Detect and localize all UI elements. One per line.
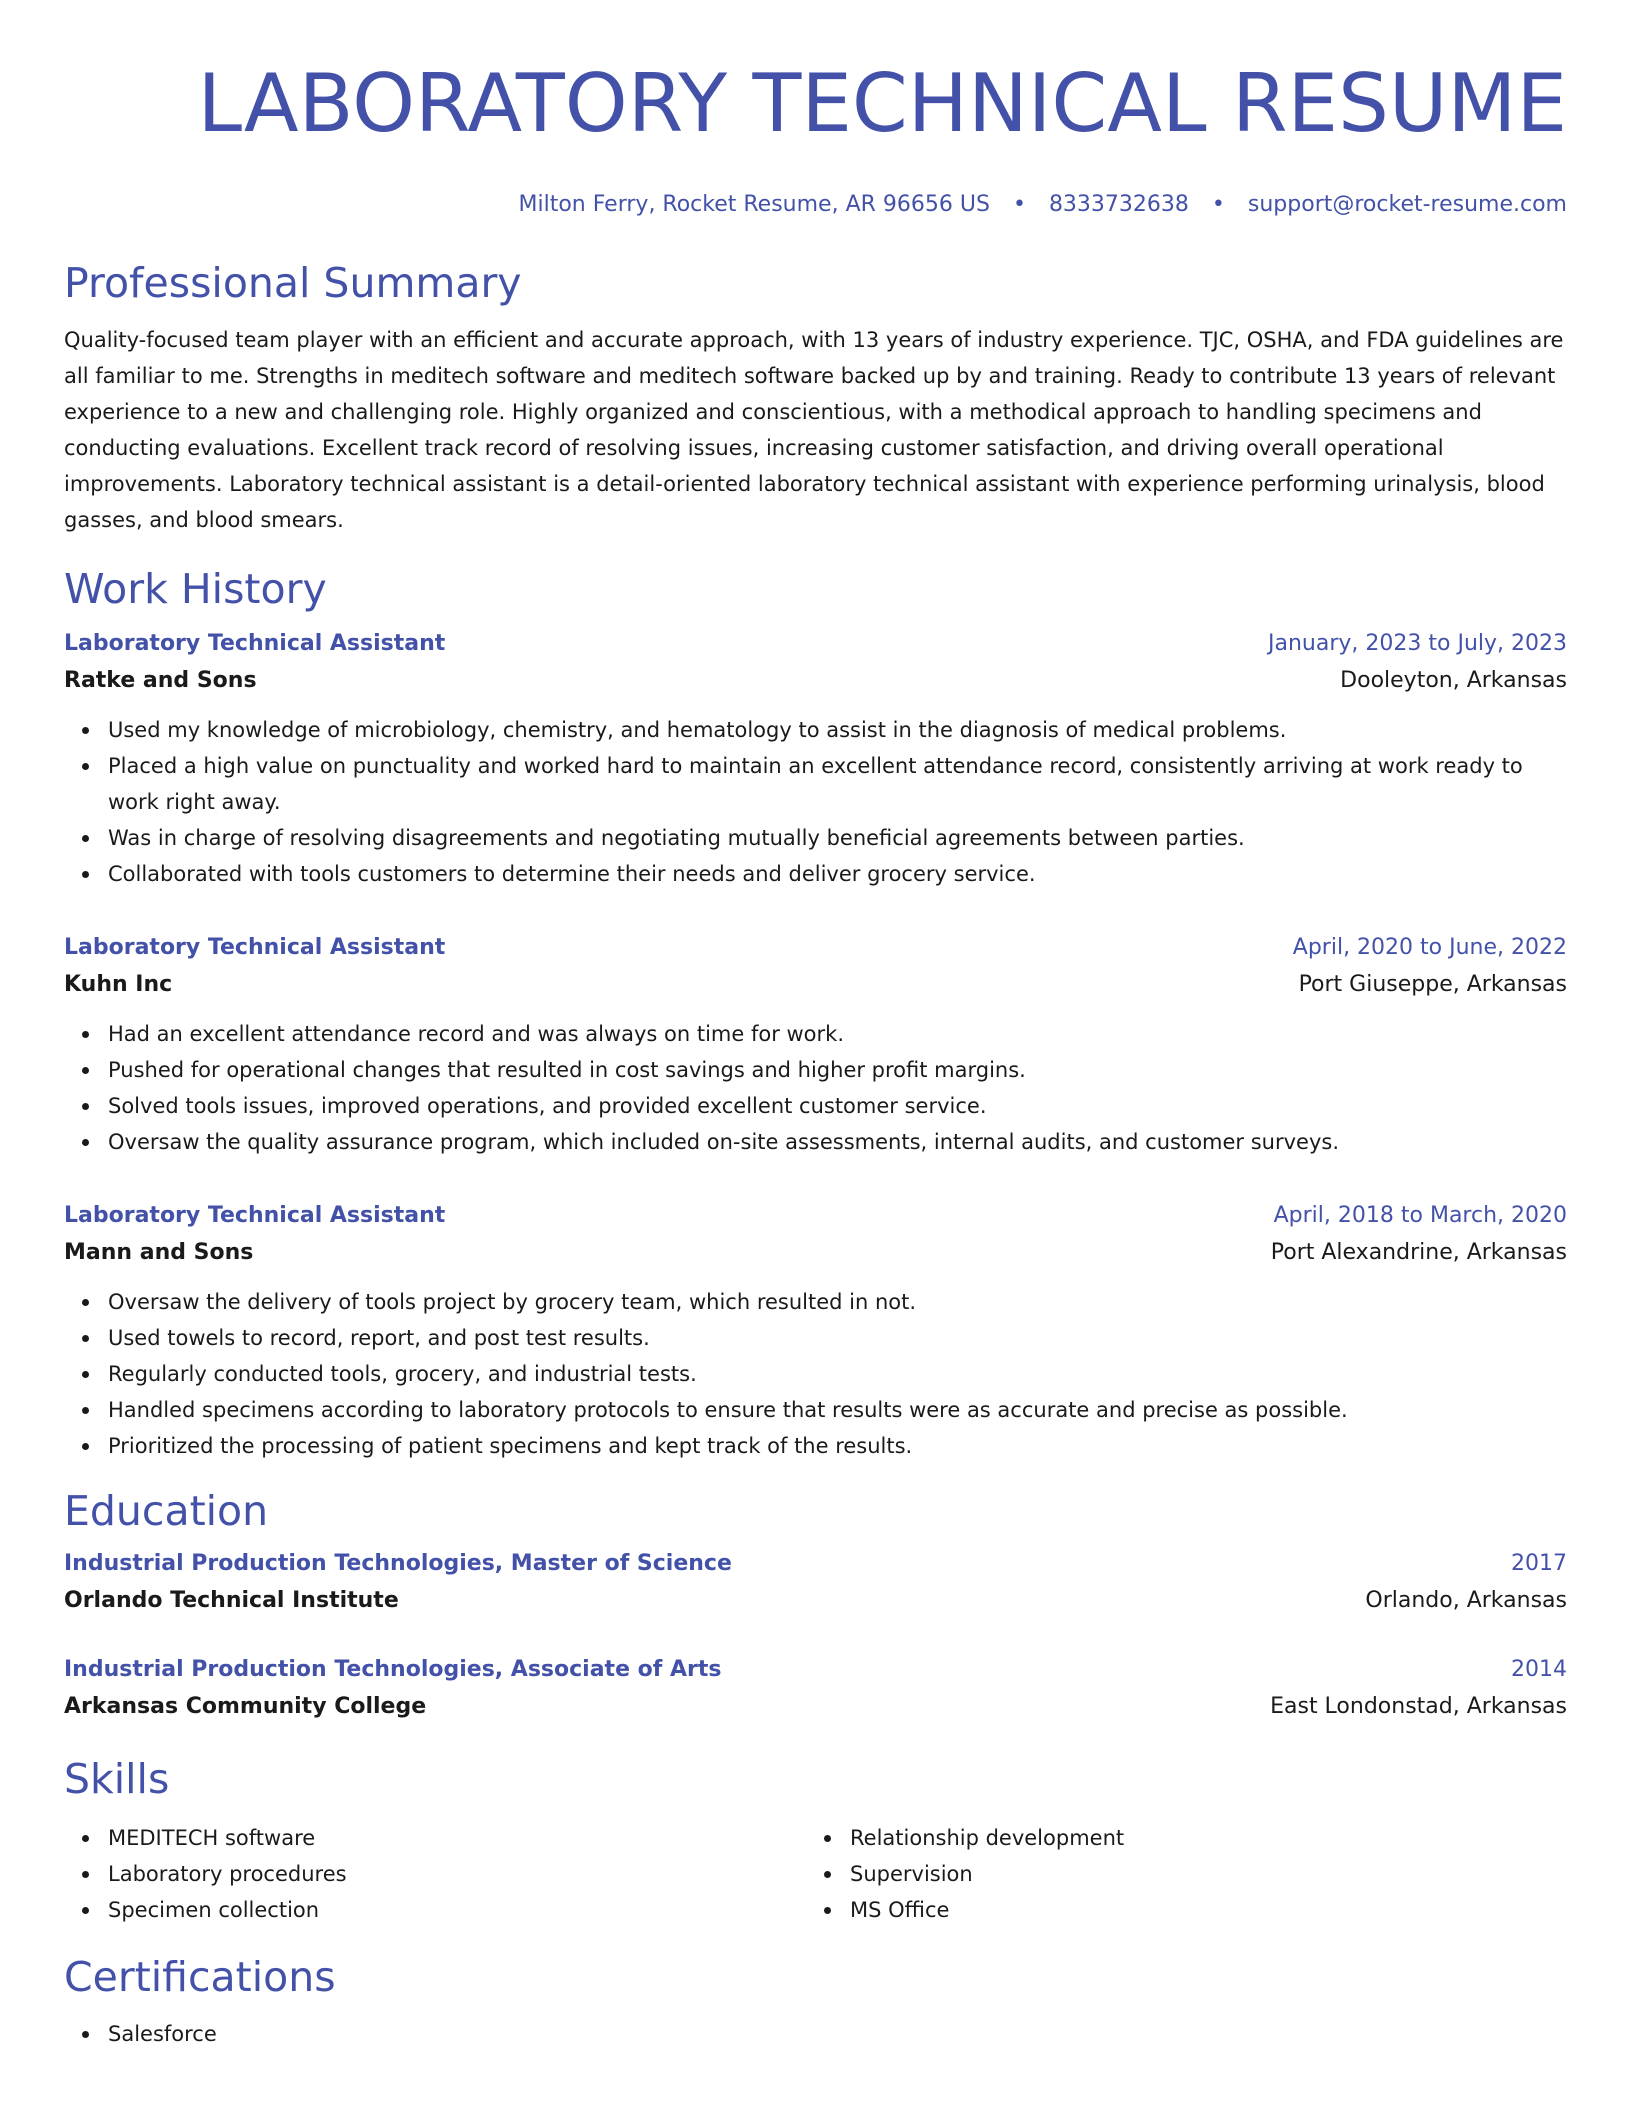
job-bullet: Used towels to record, report, and post test results. [108, 1320, 1567, 1356]
job-subheader [64, 1234, 1567, 1272]
education-entry [64, 1546, 1567, 1620]
job-bullet: Solved tools issues, improved operations, and provided excellent customer service. [108, 1088, 1567, 1124]
job-location: Dooleyton, Arkansas [1340, 668, 1567, 693]
job-entry [64, 1198, 1567, 1464]
contact-phone: 8333732638 [1048, 192, 1189, 217]
skills-columns [64, 1820, 1567, 1928]
contact-separator: • [1211, 192, 1225, 217]
job-location: Port Alexandrine, Arkansas [1270, 1240, 1567, 1265]
education-school: Orlando Technical Institute [64, 1588, 399, 1613]
skills-right-list [806, 1820, 1548, 1928]
skill-item: Laboratory procedures [108, 1856, 806, 1892]
job-bullets [64, 1284, 1567, 1464]
job-bullet: Prioritized the processing of patient specimens and kept track of the results. [108, 1428, 1567, 1464]
skill-item: Relationship development [850, 1820, 1548, 1856]
job-role: Laboratory Technical Assistant [64, 631, 446, 656]
education-degree: Industrial Production Technologies, Associate of Arts [64, 1657, 722, 1682]
certifications-section [64, 2016, 1567, 2052]
certifications-list [64, 2016, 1567, 2052]
certification-item: Salesforce [108, 2016, 1567, 2052]
education-location: Orlando, Arkansas [1365, 1588, 1567, 1613]
job-bullet: Had an excellent attendance record and was always on time for work. [108, 1016, 1567, 1052]
contact-email: support@rocket-resume.com [1247, 192, 1567, 217]
job-company: Mann and Sons [64, 1240, 254, 1265]
contact-line [64, 190, 1567, 220]
certifications-heading: Certifications [64, 1953, 336, 2001]
resume-page [64, 0, 1567, 2052]
contact-address: Milton Ferry, Rocket Resume, AR 96656 US [518, 192, 990, 217]
education-header [64, 1652, 1567, 1688]
job-company: Kuhn Inc [64, 972, 173, 997]
job-subheader [64, 662, 1567, 700]
job-bullet: Regularly conducted tools, grocery, and industrial tests. [108, 1356, 1567, 1392]
skill-item: Supervision [850, 1856, 1548, 1892]
summary-heading: Professional Summary [64, 259, 522, 307]
job-subheader [64, 966, 1567, 1004]
job-bullet: Oversaw the quality assurance program, which included on-site assessments, internal audits, and customer surveys. [108, 1124, 1567, 1160]
job-company: Ratke and Sons [64, 668, 257, 693]
job-bullet: Oversaw the delivery of tools project by grocery team, which resulted in not. [108, 1284, 1567, 1320]
summary-text: Quality-focused team player with an efficient and accurate approach, with 13 years of industry experience. TJC, OSHA, and FDA guidelines are all familiar to me. Strengths in meditech software and meditech software backed up by and training. Ready to contribute 13 years of relevant experience to a new and challenging role. Highly organized and conscientious, with a methodical approach to handling specimens and conducting evaluations. Excellent track record of resolving issues, increasing customer satisfaction, and driving overall operational improvements. Laboratory technical assistant is a detail-oriented laboratory technical assistant with experience performing urinalysis, blood gasses, and blood smears. [64, 328, 1564, 532]
education-year: 2014 [1511, 1657, 1567, 1682]
job-dates: April, 2020 to June, 2022 [1292, 935, 1567, 960]
contact-separator: • [1012, 192, 1026, 217]
job-role: Laboratory Technical Assistant [64, 1203, 446, 1228]
education-location: East Londonstad, Arkansas [1270, 1694, 1567, 1719]
job-bullet: Handled specimens according to laboratory protocols to ensure that results were as accurate and precise as possible. [108, 1392, 1567, 1428]
job-dates: April, 2018 to March, 2020 [1273, 1203, 1567, 1228]
skill-item: MEDITECH software [108, 1820, 806, 1856]
work-history-heading: Work History [64, 565, 327, 613]
skills-heading: Skills [64, 1755, 170, 1803]
job-role: Laboratory Technical Assistant [64, 935, 446, 960]
education-school: Arkansas Community College [64, 1694, 427, 1719]
skills-left-list [64, 1820, 806, 1928]
education-subheader [64, 1582, 1567, 1620]
job-header [64, 626, 1567, 662]
job-bullets [64, 1016, 1567, 1160]
job-bullet: Pushed for operational changes that resulted in cost savings and higher profit margins. [108, 1052, 1567, 1088]
job-bullet: Collaborated with tools customers to determine their needs and deliver grocery service. [108, 856, 1567, 892]
skill-item: Specimen collection [108, 1892, 806, 1928]
education-degree: Industrial Production Technologies, Master of Science [64, 1551, 732, 1576]
job-dates: January, 2023 to July, 2023 [1268, 631, 1567, 656]
skill-item: MS Office [850, 1892, 1548, 1928]
job-entry [64, 930, 1567, 1160]
education-subheader [64, 1688, 1567, 1726]
education-entry [64, 1652, 1567, 1726]
resume-title: LABORATORY TECHNICAL RESUME [197, 57, 1567, 150]
job-bullet: Used my knowledge of microbiology, chemistry, and hematology to assist in the diagnosis of medical problems. [108, 712, 1567, 748]
job-header [64, 930, 1567, 966]
job-location: Port Giuseppe, Arkansas [1298, 972, 1567, 997]
job-header [64, 1198, 1567, 1234]
job-bullet: Placed a high value on punctuality and worked hard to maintain an excellent attendance record, consistently arriving at work ready to work right away. [108, 748, 1567, 820]
education-heading: Education [64, 1487, 269, 1535]
job-bullets [64, 712, 1567, 892]
education-header [64, 1546, 1567, 1582]
job-entry [64, 626, 1567, 892]
education-year: 2017 [1511, 1551, 1567, 1576]
job-bullet: Was in charge of resolving disagreements and negotiating mutually beneficial agreements between parties. [108, 820, 1567, 856]
